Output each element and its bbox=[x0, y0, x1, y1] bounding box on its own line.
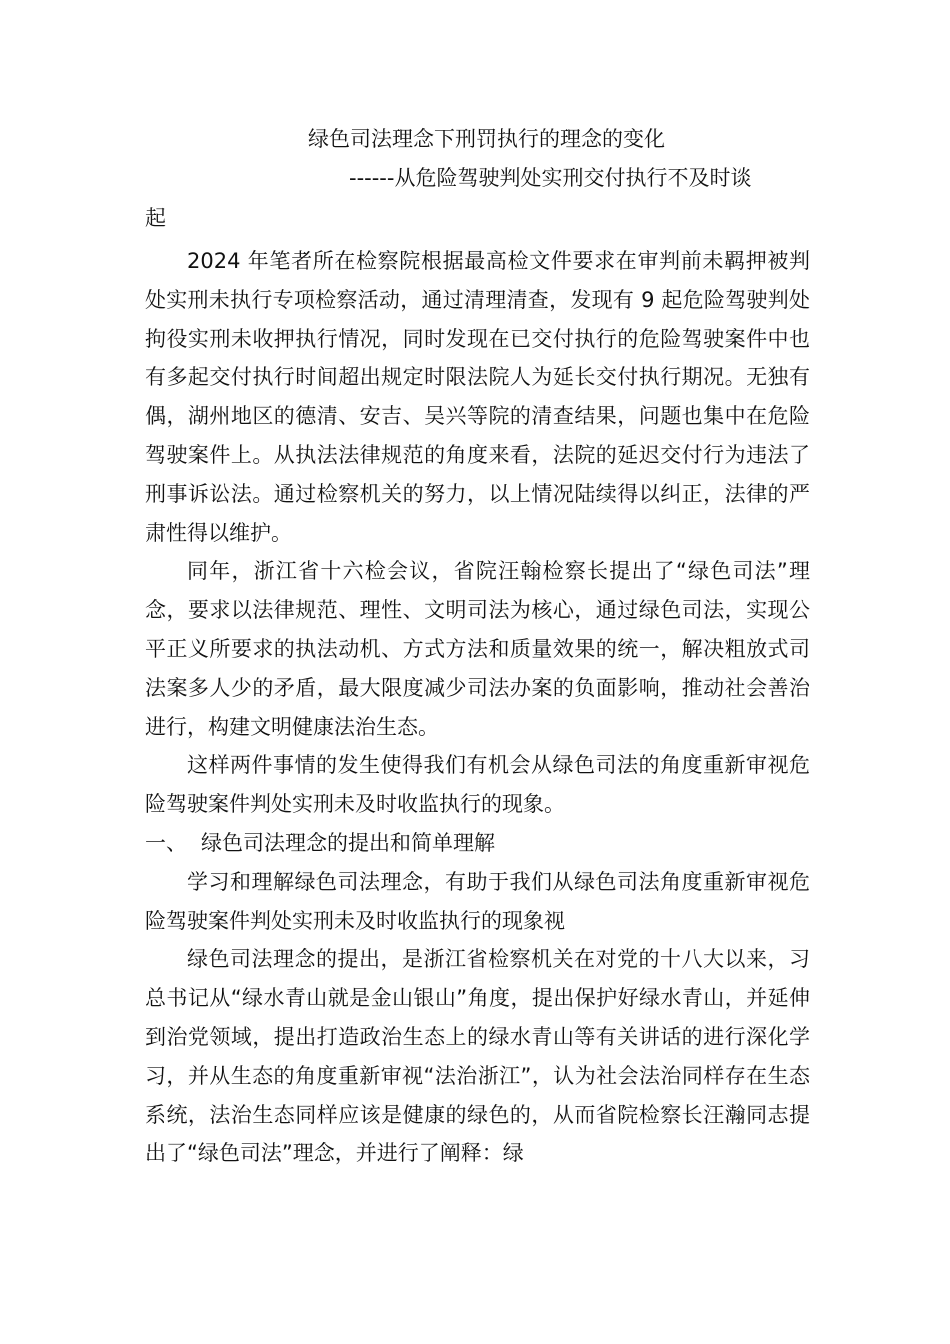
document-title: 绿色司法理念下刑罚执行的理念的变化 bbox=[308, 127, 665, 151]
section-heading-text: 绿色司法理念的提出和简单理解 bbox=[201, 830, 495, 855]
paragraph: 这样两件事情的发生使得我们有机会从绿色司法的角度重新审视危险驾驶案件判处实刑未及时收监执行的现象。 bbox=[145, 753, 810, 817]
paragraph: 绿色司法理念的提出，是浙江省检察机关在对党的十八大以来，习总书记从“绿水青山就是金山银山”角度，提出保护好绿水青山，并延伸到治党领域，提出打造政治生态上的绿水青山等有关讲话的进行深化学习，并从生态的角度重新审视“法治浙江”，认为社会法治同样存在生态系统，法治生态同样应该是健康的绿色的，从而省院检察长汪瀚同志提出了“绿色司法”理念，并进行了阐释：绿 bbox=[145, 947, 810, 1166]
document-subtitle-continuation: 起 bbox=[145, 206, 166, 230]
paragraph: 学习和理解绿色司法理念，有助于我们从绿色司法角度重新审视危险驾驶案件判处实刑未及时收监执行的现象视 bbox=[145, 869, 810, 933]
section-number: 一、 bbox=[145, 830, 187, 855]
section-heading bbox=[145, 824, 810, 863]
paragraph: 2024 年笔者所在检察院根据最高检文件要求在审判前未羁押被判处实刑未执行专项检察活动，通过清理清查，发现有 9 起危险驾驶判处拘役实刑未收押执行情况，同时发现在已交付执行的危险驾驶案件中也有多起交付执行时间超出规定时限法院人为延长交付执行期况。无独有偶，湖州地区的德清、安吉、吴兴等院的清查结果，问题也集中在危险驾驶案件上。从执法法律规范的角度来看，法院的延迟交付行为违法了刑事诉讼法。通过检察机关的努力，以上情况陆续得以纠正，法律的严肃性得以维护。 bbox=[145, 249, 810, 545]
document-subtitle: ------从危险驾驶判处实刑交付执行不及时谈 bbox=[349, 166, 752, 190]
paragraph: 同年，浙江省十六检会议，省院汪翰检察长提出了“绿色司法”理念，要求以法律规范、理性、文明司法为核心，通过绿色司法，实现公平正义所要求的执法动机、方式方法和质量效果的统一，解决粗放式司法案多人少的矛盾，最大限度减少司法办案的负面影响，推动社会善治进行，构建文明健康法治生态。 bbox=[145, 559, 810, 739]
document-body bbox=[145, 120, 810, 1173]
